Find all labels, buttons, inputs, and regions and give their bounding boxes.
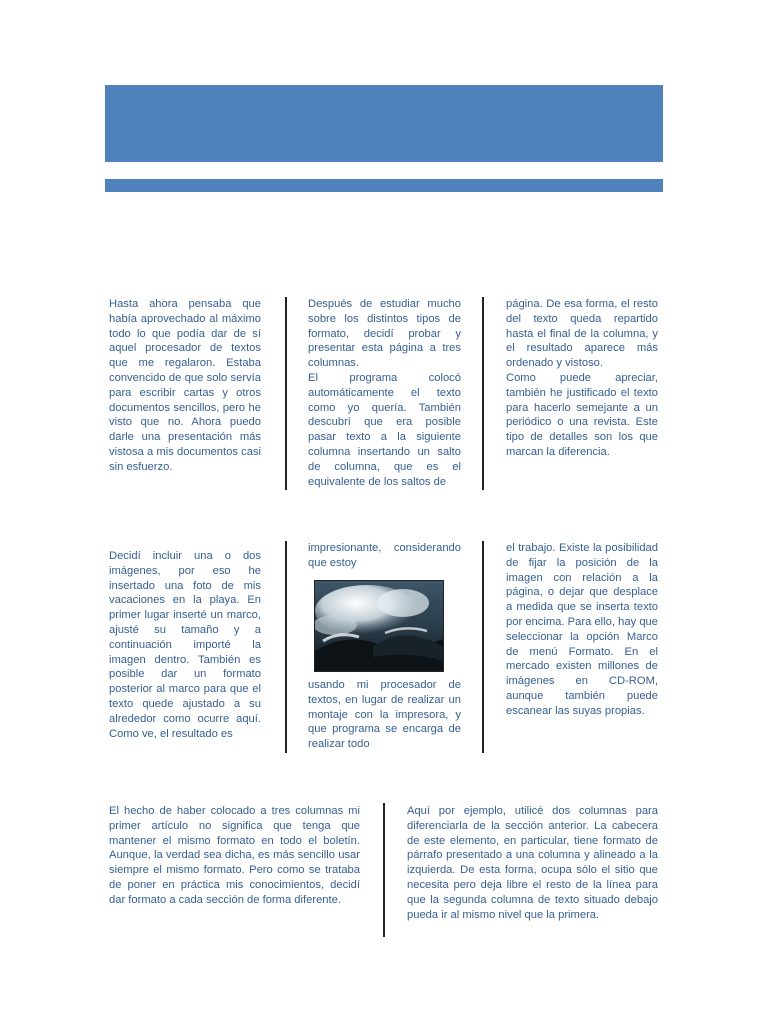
column-divider bbox=[482, 541, 484, 753]
section2-col3-text: el trabajo. Existe la posibilidad de fijar la posición de la imagen con relación a la página, o dejar que desplace a medida que se inserta texto por encima. Para ello, hay que seleccionar la opción Marco de menú Formato. En el mercado existen millones de imágenes en CD-ROM, aunque también puede escanear las suyas propias. bbox=[506, 542, 658, 717]
section2-column-2-top bbox=[308, 541, 461, 571]
section1-col2-paragraph-2: El programa colocó automáticamente el texto como yo quería. También descubrí que era posible pasar texto a la siguiente columna insertando un salto de columna, que es el equivalente de los saltos de bbox=[308, 371, 461, 488]
section2-col2-bottom-text: usando mi procesador de textos, en lugar de realizar un montaje con la impresora, y que programa se encarga de realizar todo bbox=[308, 679, 461, 751]
section3-col2-text: Aquí por ejemplo, utilicé dos columnas para diferenciarla de la sección anterior. La cabecera de este elemento, en particular, tiene formato de párrafo presentado a una columna y alineado a la izquierda. De esta forma, ocupa sólo el sitio que necesita pero deja libre el resto de la línea para que la segunda columna de texto situado debajo pueda ir al mismo nivel que la primera. bbox=[407, 805, 658, 921]
section3-col1-text: El hecho de haber colocado a tres columnas mi primer artículo no significa que tenga que mantener el mismo formato en todo el boletín. Aunque, la verdad sea dicha, es más sencillo usar siempre el mismo formato. Pero como se trataba de poner en práctica mis conocimientos, decidí dar formato a cada sección de forma diferente. bbox=[109, 805, 360, 906]
section2-column-3 bbox=[506, 541, 658, 719]
section3-column-1 bbox=[109, 804, 360, 908]
section3-column-2 bbox=[407, 804, 658, 922]
header-banner bbox=[105, 85, 663, 162]
section2-col2-top-text: impresionante, considerando que estoy bbox=[308, 542, 461, 569]
column-divider bbox=[285, 541, 287, 753]
section1-column-3 bbox=[506, 297, 658, 460]
column-divider bbox=[482, 297, 484, 490]
section1-col3-paragraph-1: página. De esa forma, el resto del texto queda repartido hasta el final de la columna, y el resultado aparece más ordenado y vistoso. bbox=[506, 298, 658, 370]
section1-col1-text: Hasta ahora pensaba que había aprovechado al máximo todo lo que podía dar de sí aquel procesador de textos que me regalaron. Estaba convencido de que solo servía para escribir cartas y otros documentos sencillos, pero he visto que no. Ahora puedo darle una presentación más vistosa a mis documentos casi sin esfuerzo. bbox=[109, 298, 261, 473]
column-divider bbox=[285, 297, 287, 490]
beach-wave-photo bbox=[314, 580, 444, 672]
section1-column-1 bbox=[109, 297, 261, 475]
header-rule-bar bbox=[105, 179, 663, 192]
section1-column-2 bbox=[308, 297, 461, 489]
section1-col3-paragraph-2: Como puede apreciar, también he justificado el texto para hacerlo semejante a un periódico o una revista. Este tipo de detalles son los que marcan la diferencia. bbox=[506, 371, 658, 458]
section2-column-2-bottom bbox=[308, 678, 461, 752]
section2-column-1 bbox=[109, 549, 261, 741]
column-divider bbox=[383, 803, 385, 937]
section2-col1-text: Decidí incluir una o dos imágenes, por eso he insertado una foto de mis vacaciones en la playa. En primer lugar inserté un marco, ajusté su tamaño y a continuación importé la imagen dentro. También es posible dar un formato posterior al marco para que el texto quede ajustado a su alrededor como ocurre aquí. Como ve, el resultado es bbox=[109, 550, 261, 740]
section1-col2-paragraph-1: Después de estudiar mucho sobre los distintos tipos de formato, decidí probar y presentar esta página a tres columnas. bbox=[308, 298, 461, 370]
